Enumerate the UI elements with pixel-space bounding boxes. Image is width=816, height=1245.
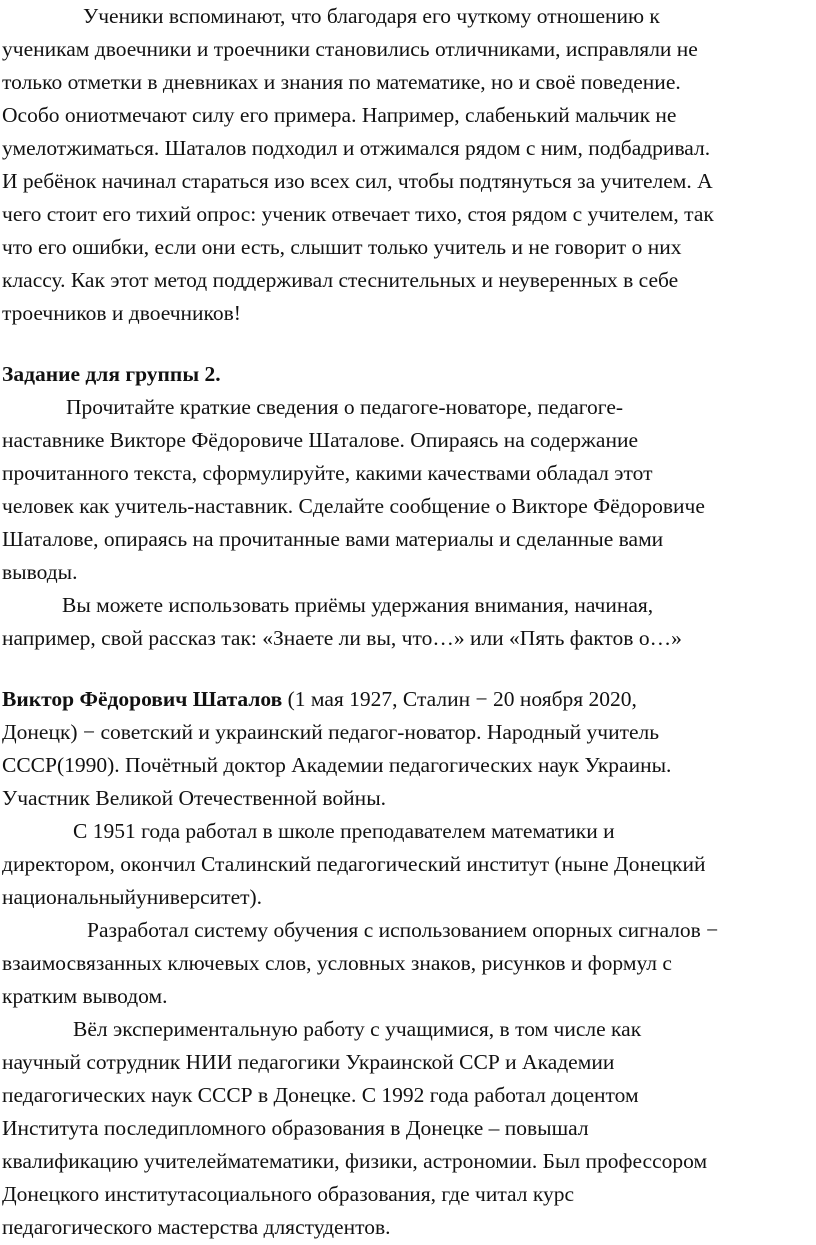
bio-name: Виктор Фёдорович Шаталов	[2, 687, 283, 711]
text-line: кратким выводом.	[2, 984, 168, 1008]
text-line: Института последипломного образования в Донецке – повышал	[2, 1116, 589, 1140]
text-line: Разработал систему обучения с использованием опорных сигналов −	[87, 918, 719, 942]
text-line: выводы.	[2, 560, 78, 584]
text-line: прочитанного текста, сформулируйте, какими качествами обладал этот	[2, 461, 653, 485]
text-line: Прочитайте краткие сведения о педагоге-новаторе, педагоге-	[66, 395, 624, 419]
text-line: Вы можете использовать приёмы удержания внимания, начиная,	[62, 593, 654, 617]
text-line: Шаталове, опираясь на прочитанные вами материалы и сделанные вами	[2, 527, 664, 551]
text-line: умелотжиматься. Шаталов подходил и отжимался рядом с ним, подбадривал.	[2, 136, 711, 160]
text-line: И ребёнок начинал стараться изо всех сил, чтобы подтянуться за учителем. А	[2, 169, 713, 193]
text-line: научный сотрудник НИИ педагогики Украинской ССР и Академии	[2, 1050, 615, 1074]
text-line: взаимосвязанных ключевых слов, условных знаков, рисунков и формул с	[2, 951, 672, 975]
text-line: С 1951 года работал в школе преподавателем математики и	[73, 819, 615, 843]
text-line: классу. Как этот метод поддерживал стеснительных и неуверенных в себе	[2, 268, 679, 292]
text-line: человек как учитель-наставник. Сделайте сообщение о Викторе Фёдоровиче	[2, 494, 705, 518]
text-line: национальныйуниверситет).	[2, 885, 263, 909]
text-line: Донецкого институтасоциального образования, где читал курс	[2, 1182, 574, 1206]
text-line: Особо ониотмечают силу его примера. Например, слабенький мальчик не	[2, 103, 677, 127]
text-line: директором, окончил Сталинский педагогический институт (ныне Донецкий	[2, 852, 706, 876]
text-line: чего стоит его тихий опрос: ученик отвечает тихо, стоя рядом с учителем, так	[2, 202, 714, 226]
text-line: Участник Великой Отечественной войны.	[2, 786, 387, 810]
text-line: например, свой рассказ так: «Знаете ли вы, что…» или «Пять фактов о…»	[2, 626, 682, 650]
bio-intro-line	[2, 686, 637, 712]
bio-intro-rest: (1 мая 1927, Сталин − 20 ноября 2020,	[282, 687, 637, 711]
text-line: только отметки в дневниках и знания по математике, но и своё поведение.	[2, 70, 681, 94]
text-line: педагогических наук СССР в Донецке. С 1992 года работал доцентом	[2, 1083, 639, 1107]
text-line: Вёл экспериментальную работу с учащимися, в том числе как	[73, 1017, 642, 1041]
text-line: наставнике Викторе Фёдоровиче Шаталове. Опираясь на содержание	[2, 428, 639, 452]
text-line: Ученики вспоминают, что благодаря его чуткому отношению к	[83, 4, 660, 28]
task-heading: Задание для группы 2.	[2, 362, 221, 386]
text-line: педагогического мастерства длястудентов.	[2, 1215, 391, 1239]
text-line: что его ошибки, если они есть, слышит только учитель и не говорит о них	[2, 235, 682, 259]
text-line: троечников и двоечников!	[2, 301, 241, 325]
text-line: СССР(1990). Почётный доктор Академии педагогических наук Украины.	[2, 753, 672, 777]
text-line: ученикам двоечники и троечники становились отличниками, исправляли не	[2, 37, 698, 61]
text-line: квалификацию учителейматематики, физики, астрономии. Был профессором	[2, 1149, 708, 1173]
text-line: Донецк) − советский и украинский педагог-новатор. Народный учитель	[2, 720, 660, 744]
